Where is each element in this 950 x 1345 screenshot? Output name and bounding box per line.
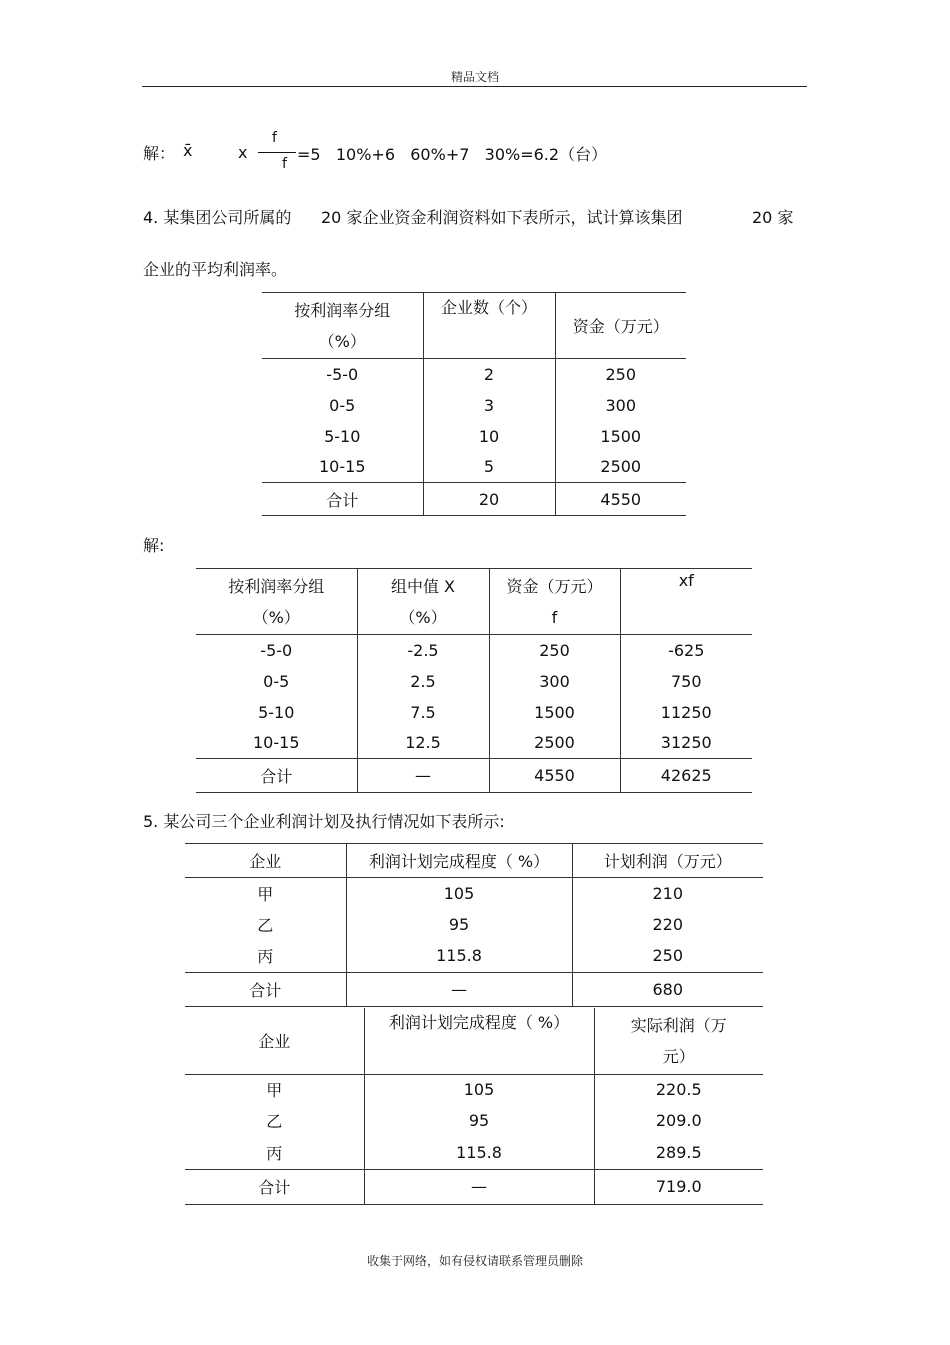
table-cell: 合计 — [185, 973, 346, 1007]
table-cell: 5-10 — [324, 426, 361, 446]
table-cell: 1500 — [489, 697, 620, 728]
col-header-capital — [489, 569, 620, 635]
table-cell: 10 — [423, 421, 555, 452]
formula-rest: =5 10%+6 60%+7 30%=6.2（台） — [297, 145, 608, 164]
total-row — [196, 759, 752, 793]
total-row — [185, 1169, 763, 1204]
actual-profit-table — [185, 1008, 763, 1205]
profit-group-table — [262, 292, 686, 516]
table-cell: 2500 — [555, 452, 686, 483]
table-cell: 1500 — [555, 421, 686, 452]
table-cell: 乙 — [257, 915, 274, 935]
table-cell: -5-0 — [196, 635, 357, 666]
header-rule — [142, 86, 807, 87]
col-header-group — [196, 569, 357, 635]
header-line: （%） — [399, 607, 447, 627]
col-header-xf: xf — [620, 569, 752, 635]
table-cell: 10-15 — [319, 457, 366, 477]
table-cell: 3 — [423, 390, 555, 421]
table-cell: — — [346, 973, 572, 1007]
table-cell: -625 — [620, 635, 752, 666]
table-cell: 42625 — [620, 759, 752, 793]
col-header-midpoint — [357, 569, 489, 635]
header-line: 组中值 X — [390, 576, 456, 596]
table-cell: 300 — [489, 666, 620, 697]
formula-denominator: f — [282, 156, 287, 172]
table-cell: 甲 — [185, 878, 346, 909]
table-row — [262, 359, 686, 390]
table-cell: 0-5 — [329, 395, 356, 415]
table-row — [196, 728, 752, 759]
col-header-actual-profit — [594, 1008, 763, 1074]
formula-numerator: f — [272, 130, 277, 146]
table-row — [185, 940, 763, 973]
col-header-capital: 资金（万元） — [555, 293, 686, 359]
table-cell: 10-15 — [253, 733, 300, 753]
table-cell: 289.5 — [594, 1136, 763, 1169]
table-cell: 7.5 — [357, 697, 489, 728]
table-row — [196, 697, 752, 728]
col-header-enterprise: 企业 — [185, 844, 346, 878]
table-cell: 12.5 — [357, 728, 489, 759]
table-cell: 105 — [364, 1074, 594, 1105]
col-header-group — [262, 293, 423, 359]
table-cell: 680 — [572, 973, 763, 1007]
header-line: 按利润率分组 — [294, 300, 391, 320]
q5-text: 5. 某公司三个企业利润计划及执行情况如下表所示: — [143, 812, 505, 831]
table-cell: 4550 — [555, 483, 686, 516]
table-cell: 5 — [423, 452, 555, 483]
table-cell: -5-0 — [262, 359, 423, 390]
fraction-bar — [258, 152, 296, 153]
table-cell: 2500 — [489, 728, 620, 759]
table-row — [185, 1136, 763, 1169]
table-cell: 4550 — [489, 759, 620, 793]
plan-profit-table — [185, 843, 763, 1007]
table-cell: 220 — [572, 909, 763, 940]
table-cell: 丙 — [266, 1143, 283, 1163]
table-row — [185, 1105, 763, 1136]
table-cell: 20 — [423, 483, 555, 516]
table-row — [196, 666, 752, 697]
table-cell: 合计 — [185, 1169, 364, 1204]
header-line: 元） — [662, 1046, 695, 1066]
table-row — [262, 452, 686, 483]
table-cell: — — [364, 1169, 594, 1204]
table-row — [185, 1074, 763, 1105]
table-cell: 210 — [572, 878, 763, 909]
table-cell: 750 — [620, 666, 752, 697]
table-cell: 115.8 — [364, 1136, 594, 1169]
table-cell: 5-10 — [258, 702, 295, 722]
table-cell: -2.5 — [357, 635, 489, 666]
formula-x: x — [238, 143, 248, 162]
table-cell: — — [357, 759, 489, 793]
table-cell: 115.8 — [346, 940, 572, 973]
table-cell: 11250 — [620, 697, 752, 728]
table-cell: 250 — [489, 635, 620, 666]
solution-label: 解: — [143, 536, 165, 555]
table-cell: 丙 — [257, 947, 274, 967]
table-cell: 乙 — [266, 1112, 283, 1131]
table-row — [262, 390, 686, 421]
table-cell: 250 — [555, 359, 686, 390]
header-line: f — [551, 607, 558, 627]
col-header-plan-profit: 计划利润（万元） — [572, 844, 763, 878]
table-cell: 95 — [364, 1105, 594, 1136]
q4-text-b: 20 家企业资金利润资料如下表所示，试计算该集团 — [321, 208, 683, 227]
page-footer: 收集于网络，如有侵权请联系管理员删除 — [366, 1254, 583, 1268]
table-row — [185, 878, 763, 909]
table-cell: 31250 — [620, 728, 752, 759]
table-cell: 220.5 — [594, 1074, 763, 1105]
formula-xbar: x̄ — [183, 141, 193, 160]
table-cell: 209.0 — [594, 1105, 763, 1136]
total-row — [262, 483, 686, 516]
total-row — [185, 973, 763, 1007]
table-row — [185, 909, 763, 940]
table-cell: 2.5 — [357, 666, 489, 697]
table-cell: 95 — [346, 909, 572, 940]
header-line: （%） — [318, 331, 366, 351]
table-cell: 合计 — [196, 759, 357, 793]
table-cell: 2 — [423, 359, 555, 390]
table-cell: 300 — [555, 390, 686, 421]
col-header-enterprise: 企业 — [258, 1032, 291, 1052]
header-line: 实际利润（万 — [630, 1015, 727, 1035]
col-header-completion: 利润计划完成程度（ %） — [346, 844, 572, 878]
table-cell: 250 — [572, 940, 763, 973]
header-line: （%） — [252, 607, 300, 627]
table-row — [262, 421, 686, 452]
col-header-completion: 利润计划完成程度（ %） — [364, 1008, 594, 1074]
table-row — [196, 635, 752, 666]
q4-text-c: 20 家 — [752, 208, 794, 227]
table-cell: 0-5 — [263, 671, 290, 691]
table-cell: 719.0 — [594, 1169, 763, 1204]
formula-lead: 解： — [143, 144, 176, 163]
weighted-mean-table — [196, 568, 752, 793]
header-line: 按利润率分组 — [228, 576, 325, 596]
table-cell: 105 — [346, 878, 572, 909]
table-cell: 甲 — [185, 1074, 364, 1105]
q4-text-a: 4. 某集团公司所属的 — [143, 208, 292, 227]
page-header: 精品文档 — [450, 70, 499, 84]
table-cell: 合计 — [262, 483, 423, 516]
col-header-count: 企业数（个） — [423, 293, 555, 359]
q4-text-line2: 企业的平均利润率。 — [143, 260, 288, 279]
header-line: 资金（万元） — [506, 576, 603, 596]
